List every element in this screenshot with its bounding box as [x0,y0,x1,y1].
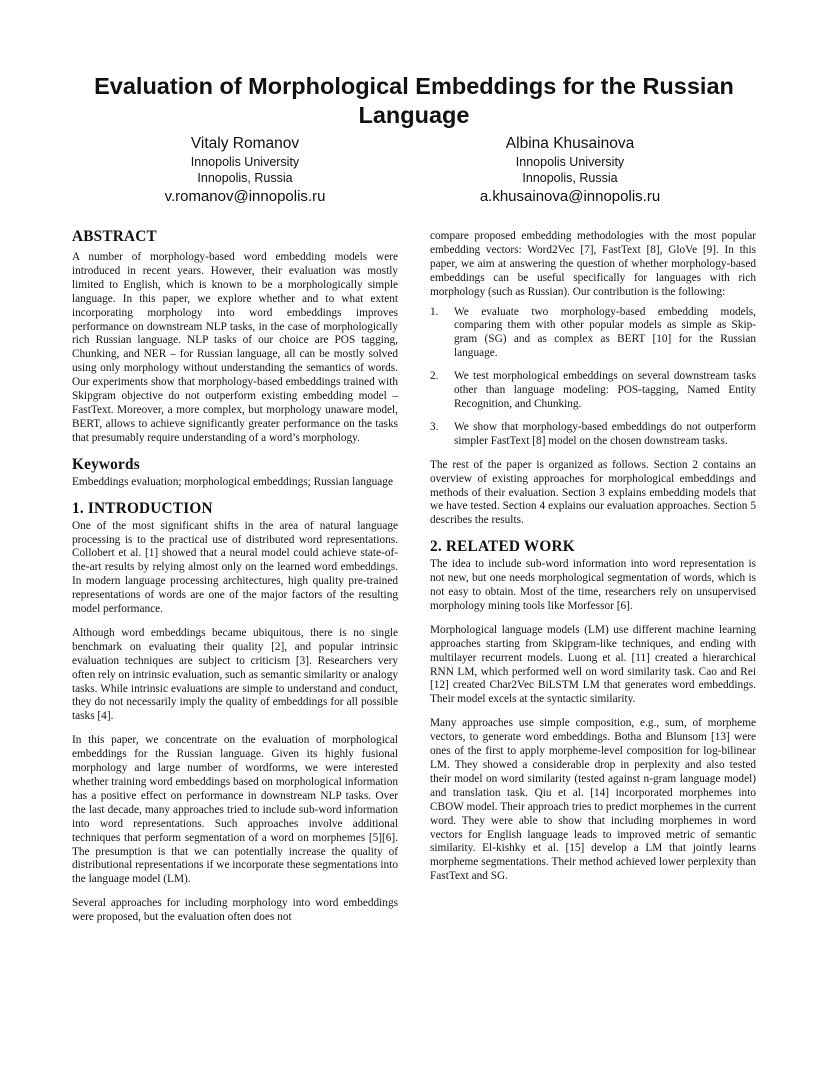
author-affiliation: Innopolis University [515,155,625,169]
list-item-number: 3. [430,420,439,433]
list-item-text: We show that morphology-based embeddings do not outperform simpler FastText [8] model on the chosen downstream tasks. [454,420,756,447]
related-work-paragraph: Morphological language models (LM) use different machine learning approaches starting from Skipgram-like techniques, and ending with multilayer recurrent models. Luong et al. [11] created a hierarchical RNN LM, which performed well on word similarity task. Cao and Rei [12] created Char2Vec BiLSTM LM that generates word embeddings. Their model excels at the syntactic similarity. [430,623,756,706]
author-name: Albina Khusainova [505,135,635,152]
author-email: v.romanov@innopolis.ru [164,188,326,205]
author-location: Innopolis, Russia [197,171,293,185]
right-column [430,230,756,894]
list-item-number: 1. [430,305,439,318]
related-work-paragraph: The idea to include sub-word information into word representation is not new, but one needs morphological segmentation of words, which is not easy to obtain. Most of the time, researchers rely on unsupervised morphology mining tools like Morfessor [6]. [430,558,756,612]
intro-paragraph: Although word embeddings became ubiquitous, there is no single benchmark on evaluating their quality [2], and popular intrinsic evaluation techniques are subject to criticism [3]. Researchers very often rely on intrinsic evaluation, such as semantic similarity or analogy tasks. While intrinsic evaluations are simple to understand and conduct, they do not necessarily imply the quality of embeddings for all possible tasks [4]. [72,626,398,723]
author-affiliation: Innopolis University [190,155,300,169]
contribution-list [430,306,756,449]
author-location: Innopolis, Russia [522,171,618,185]
keywords-heading: Keywords [72,455,140,473]
author-name: Vitaly Romanov [190,135,300,152]
related-work-heading: 2. RELATED WORK [430,538,575,556]
introduction-heading: 1. INTRODUCTION [72,499,213,517]
keywords-text: Embeddings evaluation; morphological embeddings; Russian language [72,475,393,488]
author-email: a.khusainova@innopolis.ru [479,188,661,205]
intro-paragraph: In this paper, we concentrate on the evaluation of morphological embeddings for the Russian language. Given its highly fusional morphology and large number of wordforms, we were interested whether training word embeddings based on morphological information has a positive effect on performance in downstream NLP tasks. Over the last decade, many approaches tried to include sub-word information into word representations. Such approaches involve additional techniques that perform segmentation of a word on morphemes [5][6]. The presumption is that we can potentially increase the quality of distributional representations if we incorporate these segmentations into the language model (LM). [72,734,398,886]
left-column [72,228,398,935]
list-item [430,421,756,449]
list-item-text: We test morphological embeddings on several downstream tasks other than language modeling: POS-tagging, Named Entity Recognition, and Chunking. [454,370,756,410]
list-item [430,306,756,362]
abstract-text: A number of morphology-based word embedding models were introduced in recent years. However, their evaluation was mostly limited to English, which is known to be a morphologically simple language. In this paper, we explore whether and to what extent incorporating morphology into word embeddings improves performance on downstream NLP tasks, in the case of morphologically rich Russian language. NLP tasks of our choice are POS tagging, Chunking, and NER – for Russian language, all can be mostly solved using only morphology without understanding the semantics of words. Our experiments show that morphology-based embeddings trained with Skipgram objective do not outperform existing embedding model – FastText. Moreover, a more complex, but morphology unaware model, BERT, allows to achieve significantly greater performance on the tasks that presumably require understanding of a word’s morphology. [72,251,398,444]
organization-paragraph: The rest of the paper is organized as follows. Section 2 contains an overview of existing approaches for morphological embeddings and methods of their evaluation. Section 3 explains embedding models that we have tested. Section 4 explains our evaluation approaches. Section 5 describes the results. [430,458,756,527]
related-work-paragraph: Many approaches use simple composition, e.g., sum, of morpheme vectors, to generate word embeddings. Botha and Blunsom [13] were ones of the first to apply morpheme-level composition for log-bilinear LM. They showed a considerable drop in perplexity and also tested their model on word similarity (tested against n-gram language model) and translation task. Qiu et al. [14] incorporated morphemes into CBOW model. Their approach tries to predict morphemes in the current word. They were able to show that including morphemes in word vectors for English language leads to improved metric of semantic similarity. El-kishky et al. [15] develop a LM that jointly learns morpheme segmentations. Their method achieved lower perplexity than FastText and SG. [430,717,756,883]
intro-paragraph: Several approaches for including morphology into word embeddings were proposed, but the evaluation often does not [72,897,398,924]
intro-paragraph: One of the most significant shifts in the area of natural language processing is to the practical use of distributed word representations. Collobert et al. [1] showed that a neural model could achieve state-of-the-art results by relying almost only on the learned word embeddings. In modern language processing architectures, high quality pre-trained representations of words are one of the major factors of the resulting model performance. [72,519,398,616]
abstract-heading: ABSTRACT [72,228,157,245]
author-block [95,134,395,207]
list-item-text: We evaluate two morphology-based embedding models, comparing them with other popular models as simple as Skip-gram (SG) and as complex as BERT [10] for the Russian language. [454,305,756,360]
author-block [420,134,720,207]
list-item [430,370,756,412]
paper-title: Evaluation of Morphological Embeddings for the Russian Language [94,73,734,128]
intro-continuation: compare proposed embedding methodologies with the most popular embedding vectors: Word2Vec [7], FastText [8], GloVe [9]. In this paper, we aim at answering the question of whether morphology-based embeddings can be useful specifically for languages with rich morphology (such as Russian). Our contribution is the following: [430,230,756,298]
list-item-number: 2. [430,370,439,383]
